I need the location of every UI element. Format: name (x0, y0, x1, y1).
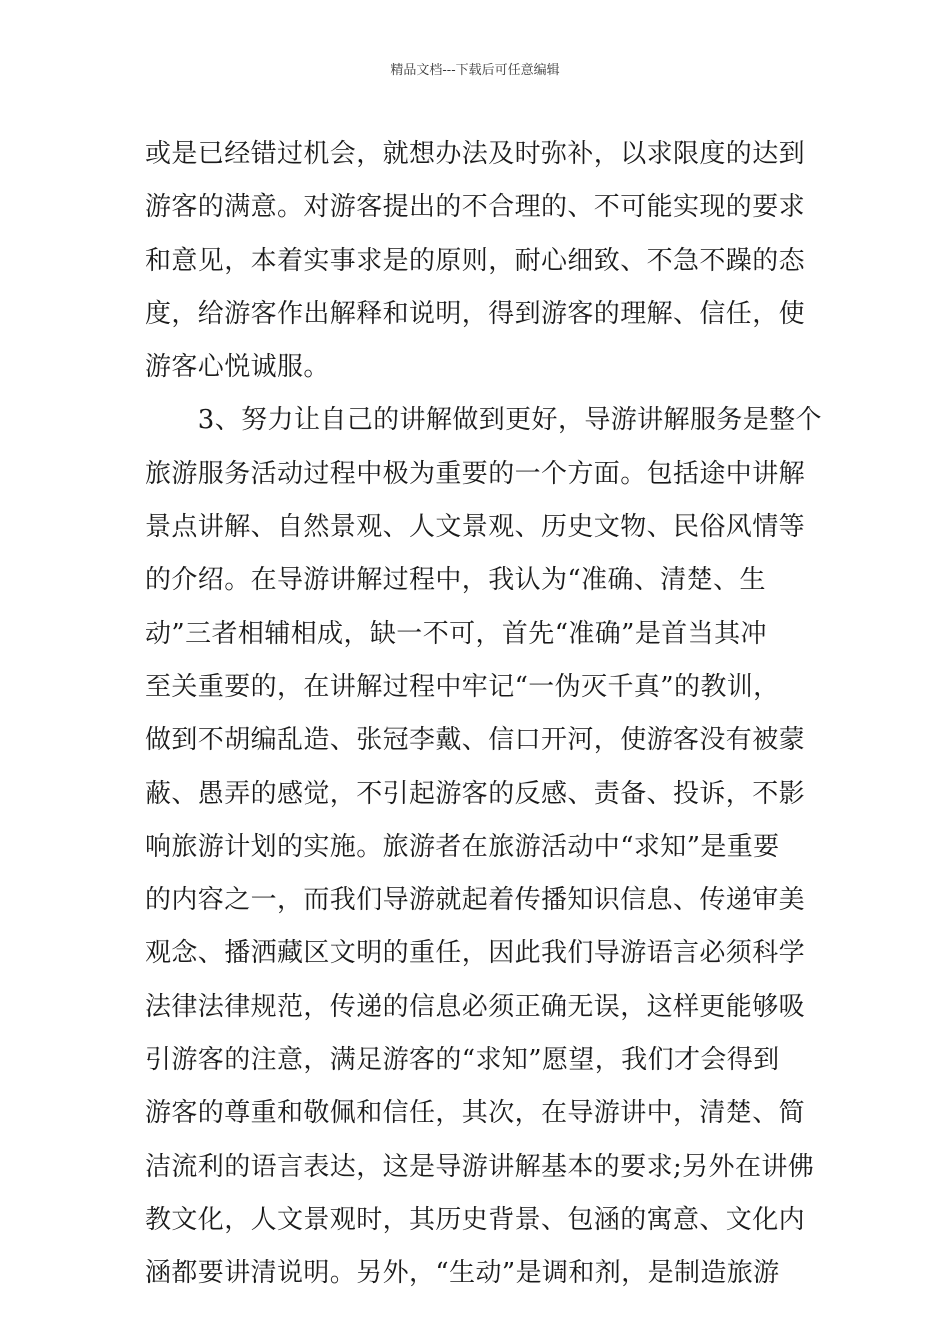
text-line: 响旅游计划的实施。旅游者在旅游活动中“求知”是重要 (145, 831, 780, 862)
text-line: 或是已经错过机会，就想办法及时弥补，以求限度的达到 (145, 139, 806, 169)
text-line: 游客心悦诚服。 (145, 352, 330, 383)
text-line: 洁流利的语言表达，这是导游讲解基本的要求;另外在讲佛 (145, 1151, 815, 1182)
text-line: 涵都要讲清说明。另外，“生动”是调和剂，是制造旅游 (145, 1258, 780, 1289)
text-line: 做到不胡编乱造、张冠李戴、信口开河，使游客没有被蒙 (145, 725, 806, 756)
text-line: 蔽、愚弄的感觉，不引起游客的反感、责备、投诉，不影 (145, 778, 806, 809)
text-line: 法律法律规范，传递的信息必须正确无误，这样更能够吸 (145, 991, 806, 1022)
text-line: 游客的满意。对游客提出的不合理的、不可能实现的要求 (145, 192, 806, 223)
text-line: 引游客的注意，满足游客的“求知”愿望，我们才会得到 (145, 1045, 780, 1076)
text-line: 景点讲解、自然景观、人文景观、历史文物、民俗风情等 (145, 512, 806, 543)
text-line: 动”三者相辅相成，缺一不可，首先“准确”是首当其冲 (145, 618, 767, 649)
page-header: 精品文档---下载后可任意编辑 (390, 63, 560, 78)
document-body (145, 128, 822, 1301)
text-line: 游客的尊重和敬佩和信任，其次，在导游讲中，清楚、简 (145, 1098, 806, 1129)
text-line: 旅游服务活动过程中极为重要的一个方面。包括途中讲解 (145, 458, 806, 489)
text-line: 3、努力让自己的讲解做到更好，导游讲解服务是整个 (145, 405, 822, 436)
text-line: 的介绍。在导游讲解过程中，我认为“准确、清楚、生 (145, 565, 766, 596)
text-line: 至关重要的，在讲解过程中牢记“一伪灭千真”的教训， (145, 671, 780, 702)
text-line: 教文化，人文景观时，其历史背景、包涵的寓意、文化内 (145, 1204, 806, 1235)
text-line: 和意见，本着实事求是的原则，耐心细致、不急不躁的态 (145, 245, 806, 276)
text-line: 度，给游客作出解释和说明，得到游客的理解、信任，使 (145, 298, 806, 329)
text-line: 的内容之一，而我们导游就起着传播知识信息、传递审美 (145, 885, 806, 916)
text-line: 观念、播洒藏区文明的重任，因此我们导游语言必须科学 (145, 938, 806, 969)
